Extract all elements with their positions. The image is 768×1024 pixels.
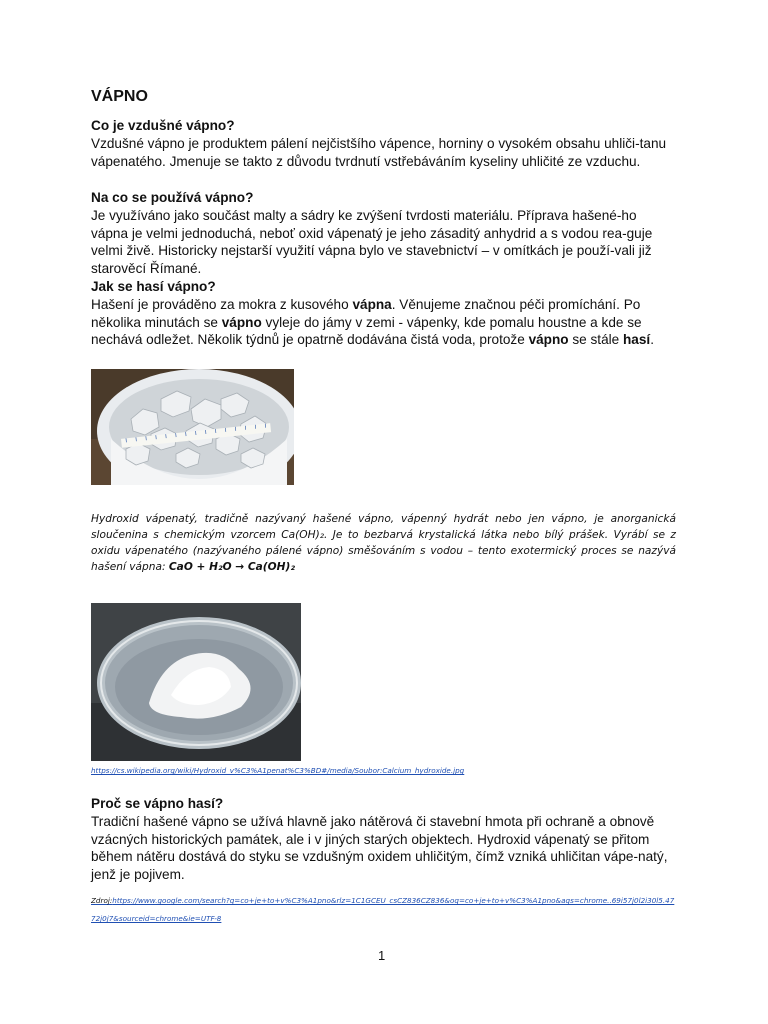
source-label: Zdroj: <box>91 896 113 905</box>
section-text: Je využíváno jako součást malty a sádry ke zvýšení tvrdosti materiálu. Příprava hašené-ho vápna je velmi jednoduchá, neboť oxid vápenatý je jeho zásaditý anhydrid a s vodou rea-guje velmi živě. Historicky nejstarší využití vápna bylo ve stavebnictví – v omítkách je použí-vali již starověcí Římané. <box>91 207 653 277</box>
source-line-1 <box>91 896 676 905</box>
source-url-link[interactable]: https://www.google.com/search?q=co+je+to+v%C3%A1pno&rlz=1C1GCEU_csCZ836CZ836&oq=co+je+to+v%C3%A1pno&aqs=chrome..69i57j0l2i30l5.47 <box>112 896 675 905</box>
section-text: Tradiční hašené vápno se užívá hlavně jako nátěrová či stavební hmota při ochraně a obnově vzácných historických památek, ale i v jiných starých objektech. Hydroxid vápenatý se přitom během nátěru dostává do styku se vzdušným oxidem uhličitým, čímž vzniká uhličitan vápe-natý, jenž je pojivem. <box>91 813 668 883</box>
bold-word: vápna <box>352 296 392 312</box>
calcium-hydroxide-photo <box>91 603 301 761</box>
bold-word: vápno <box>528 332 569 348</box>
image-source-link[interactable]: https://cs.wikipedia.org/wiki/Hydroxid_v%C3%A1penat%C3%BD#/media/Soubor:Calcium_hydroxide.jpg <box>91 766 465 775</box>
section-haseni-vapna <box>91 278 674 349</box>
section-pouziti-vapna <box>91 189 674 278</box>
section-text: Vzdušné vápno je produktem pálení nejčistšího vápence, horniny o vysokém obsahu uhliči-tanu vápenatého. Jmenuje se takto z důvodu tvrdnutí vstřebáváním kyseliny uhličité ze vzduchu. <box>91 135 667 169</box>
section-heading: Na co se používá vápno? <box>91 190 254 205</box>
source-url-link-continued[interactable]: 72j0j7&sourceid=chrome&ie=UTF-8 <box>91 914 222 923</box>
section-co-je-vapno <box>91 117 674 170</box>
section-text-part: . Věnujeme značnou péči promíchání. Po několika minutách se <box>91 296 641 330</box>
section-proc-se-vapno-hasi <box>91 795 674 884</box>
section-text-part: se stále <box>568 332 623 348</box>
section-text-part: Hašení je prováděno za mokra z kusového <box>91 296 353 312</box>
section-text-part: . <box>650 332 654 348</box>
section-heading: Co je vzdušné vápno? <box>91 118 235 133</box>
caption-text: Hydroxid vápenatý, tradičně nazývaný hašené vápno, vápenný hydrát nebo jen vápno, je anorganická sloučenina s chemickým vzorcem Ca(OH)₂. Je to bezbarvá krystalická látka nebo bílý prášek. Vyrábí se z oxidu vápenatého (nazývaného pálené vápno) směšováním s vodou – tento exotermický proces se nazývá hašení vápna: <box>91 513 676 573</box>
image-caption <box>91 511 676 575</box>
quicklime-bowl-photo <box>91 369 294 485</box>
section-heading: Jak se hasí vápno? <box>91 279 216 294</box>
chemical-equation: CaO + H₂O → Ca(OH)₂ <box>168 561 295 573</box>
section-heading: Proč se vápno hasí? <box>91 796 224 811</box>
bold-word: vápno <box>221 314 262 330</box>
section-text-part: vyleje do jámy v zemi - vápenky, kde pomalu houstne a kde se nechává odležet. Několik týdnů je opatrně dodávána čistá voda, protože <box>91 314 642 348</box>
document-title: VÁPNO <box>91 88 148 105</box>
page-number: 1 <box>378 948 386 963</box>
bold-word: hasí <box>623 332 651 348</box>
